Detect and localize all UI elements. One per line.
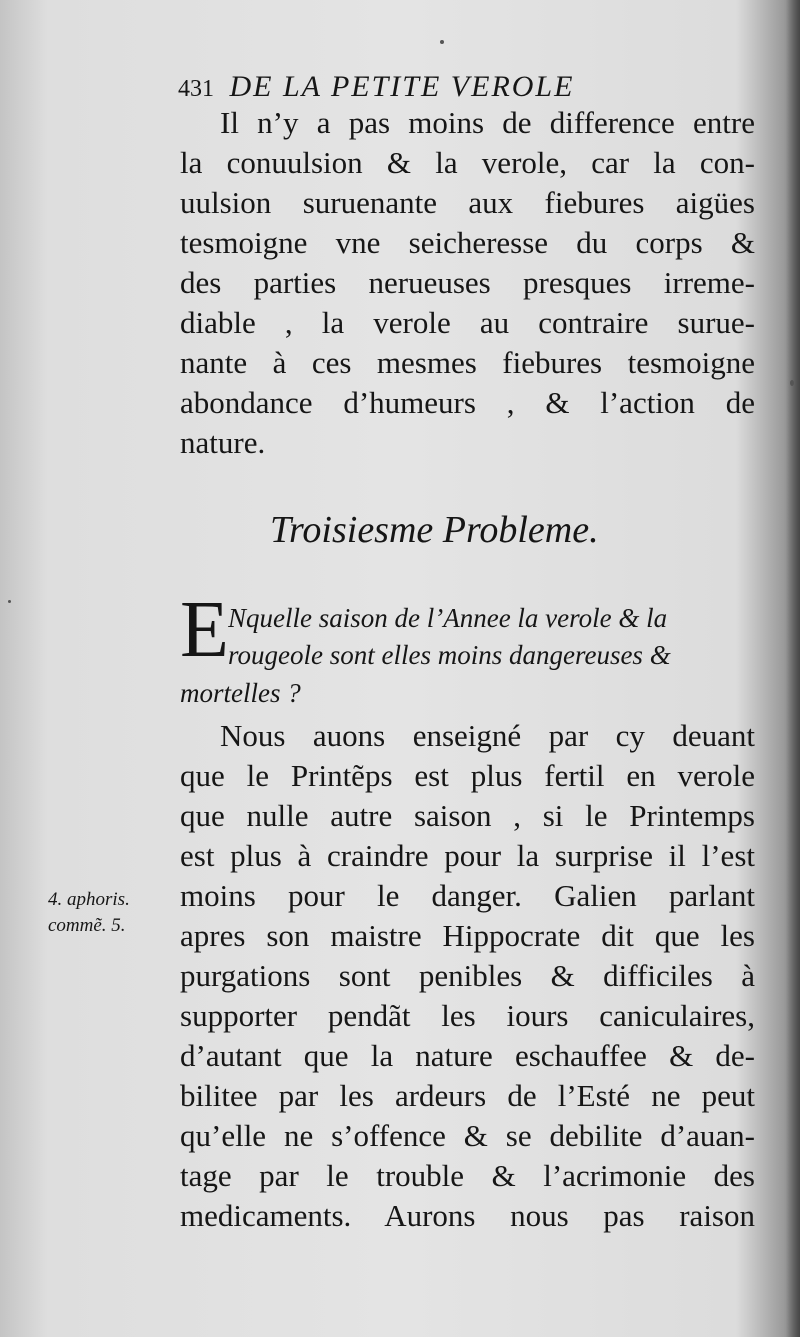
text-line: tage par le trouble & l’acrimonie des: [180, 1158, 755, 1193]
page-edge-shadow: [786, 0, 800, 1337]
margin-note-line: 4. aphoris.: [48, 889, 130, 910]
text-line: supporter pendãt les iours caniculaires,: [180, 998, 755, 1033]
text-line: est plus à craindre pour la surprise il l’est: [180, 838, 755, 873]
text-line: medicaments. Aurons nous pas raison: [180, 1198, 755, 1233]
page-number: 431: [178, 76, 214, 102]
paper-speck: [790, 380, 794, 386]
running-title: DE LA PETITE VEROLE: [229, 70, 575, 103]
question-line: Nquelle saison de l’Annee la verole & la: [228, 603, 668, 633]
text-line: abondance d’humeurs , & l’action de: [180, 385, 755, 420]
text-line: que nulle autre saison , si le Printemps: [180, 798, 755, 833]
text-line: Il n’y a pas moins de difference entre: [220, 105, 755, 140]
text-line: d’autant que la nature eschauffee & de-: [180, 1038, 755, 1073]
text-line: des parties nerueuses presques irreme-: [180, 265, 755, 300]
text-line: que le Printẽps est plus fertil en verole: [180, 758, 755, 793]
drop-cap: E: [180, 586, 229, 674]
text-line: la conuulsion & la verole, car la con-: [180, 145, 755, 180]
margin-note-line: commẽ. 5.: [48, 915, 126, 936]
text-line: bilitee par les ardeurs de l’Esté ne peut: [180, 1078, 755, 1113]
text-line: qu’elle ne s’offence & se debilite d’auan-: [180, 1118, 755, 1153]
text-line: uulsion suruenante aux fiebures aigües: [180, 185, 755, 220]
text-line: moins pour le danger. Galien parlant: [180, 878, 755, 913]
text-line: Nous auons enseigné par cy deuant: [220, 718, 755, 753]
paper-speck: [440, 40, 444, 44]
text-line: diable , la verole au contraire surue-: [180, 305, 755, 340]
question-line: rougeole sont elles moins dangereuses &: [228, 640, 671, 670]
question-line: mortelles ?: [180, 678, 301, 708]
text-line: apres son maistre Hippocrate dit que les: [180, 918, 755, 953]
text-line: nante à ces mesmes fiebures tesmoigne: [180, 345, 755, 380]
paper-speck: [8, 600, 11, 603]
section-title: Troisiesme Probleme.: [270, 509, 599, 551]
text-line: tesmoigne vne seicheresse du corps &: [180, 225, 755, 260]
text-line: purgations sont penibles & difficiles à: [180, 958, 755, 993]
text-line: nature.: [180, 425, 266, 460]
